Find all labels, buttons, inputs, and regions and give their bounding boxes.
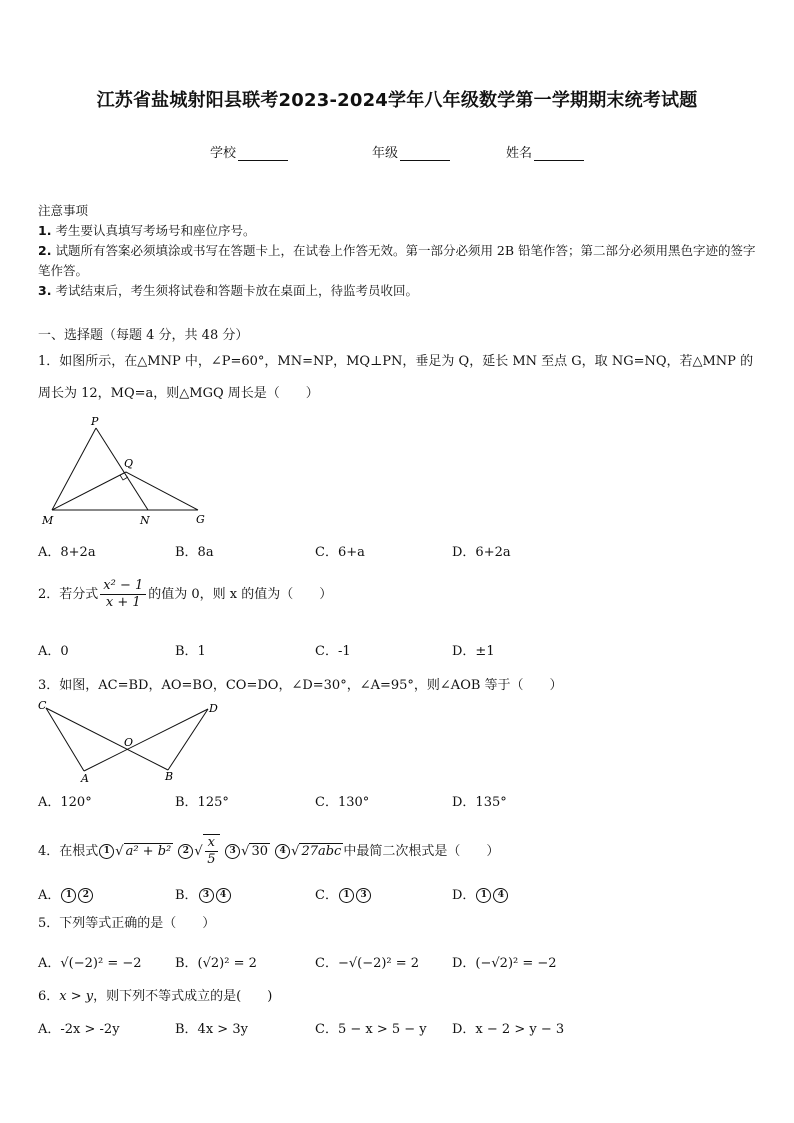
q1-option-b[interactable]: B．8a [175,545,214,560]
q5-option-d[interactable]: D．(−√2)² = −2 [452,956,557,971]
grade-label: 年级 [372,146,399,161]
q6-condition: x > y [59,989,94,1004]
q1-line2: 周长为 12，MQ=a，则△MGQ 周长是（ ） [38,386,319,401]
label-b: B [165,770,174,783]
q3-option-c[interactable]: C．130° [315,795,370,810]
grade-blank [400,146,450,161]
page-title: 江苏省盐城射阳县联考2023-2024学年八年级数学第一学期期末统考试题 [96,90,698,111]
radical-icon: √ [194,844,203,859]
label-a: A [81,772,89,785]
radicand-3: 30 [251,844,268,859]
q1-figure [36,412,226,530]
q4-option-a[interactable]: A． 1 2 [38,884,94,903]
q2-option-a[interactable]: A．0 [38,644,69,659]
q5-option-c[interactable]: C．−√(−2)² = 2 [315,956,420,971]
notice-item-3: 3. 考试结束后，考生须将试卷和答题卡放在桌面上，待监考员收回。 [38,283,418,298]
q6-option-d[interactable]: D．x − 2 > y − 3 [452,1022,565,1037]
q3-option-a[interactable]: A．120° [38,795,92,810]
label-d: D [209,702,218,715]
notice-item-2: 2. 试题所有答案必须填涂或书写在答题卡上，在试卷上作答无效。第一部分必须用 2B 铅笔作答；第二部分必须用黑色字迹的签字笔作答。 [38,243,756,278]
q1-option-c[interactable]: C．6+a [315,545,365,560]
q3-stem: 3．如图，AC=BD，AO=BO，CO=DO，∠D=30°，∠A=95°，则∠AOB 等于（ ） [38,678,563,693]
q5-option-b[interactable]: B．(√2)² = 2 [175,956,257,971]
q3-option-b[interactable]: B．125° [175,795,229,810]
radicand-1: a² + b² [125,844,172,859]
circle-num-1: 1 [99,844,114,859]
q4-option-b[interactable]: B． 3 4 [175,884,232,903]
label-q: Q [124,457,134,470]
q5-option-a[interactable]: A．√(−2)² = −2 [38,956,142,971]
q6-stem: 6．x > y，则下列不等式成立的是( ) [38,989,273,1004]
edge-pn [96,428,148,510]
radicand-2: $\frac{x}{5}$ [203,834,220,868]
notice-block [38,201,758,301]
name-label: 姓名 [506,146,533,161]
q3-figure [36,698,232,786]
q6-option-c[interactable]: C．5 − x > 5 − y [315,1022,427,1037]
radical-icon: √ [291,844,300,859]
q6-option-b[interactable]: B．4x > 3y [175,1022,248,1037]
radicand-4: 27abc [301,844,342,859]
circle-num-3: 3 [225,844,240,859]
school-field [210,142,288,161]
radical-icon: √ [241,844,250,859]
edge-ad [84,709,208,771]
q1-option-a[interactable]: A．8+2a [38,545,96,560]
radical-icon: √ [115,844,124,859]
school-label: 学校 [210,146,237,161]
label-o: O [124,736,134,749]
edge-mp [52,428,96,510]
edge-qg [126,472,198,510]
section-heading: 一、选择题（每题 4 分，共 48 分） [38,328,249,343]
q2-option-c[interactable]: C．-1 [315,644,351,659]
q3-option-d[interactable]: D．135° [452,795,507,810]
q2-option-d[interactable]: D．±1 [452,644,495,659]
q2-option-b[interactable]: B．1 [175,644,206,659]
label-m: M [42,514,54,527]
q1-line1: 1．如图所示，在△MNP 中，∠P=60°，MN=NP，MQ⊥PN，垂足为 Q，延长 MN 至点 G，取 NG=NQ，若△MNP 的 [38,354,754,369]
q2-stem: 2．若分式 $\frac{\text{x² − 1}}{x + 1}$ 的值为 0，则 x 的值为（ ） [38,578,333,610]
edge-mq [52,472,126,510]
q1-option-d[interactable]: D．6+2a [452,545,511,560]
label-p: P [91,415,99,428]
school-blank [238,146,288,161]
q4-option-c[interactable]: C． 1 3 [315,884,372,903]
q4-stem: 4．在根式 1 √ a² + b² 2 √ $\frac{x}{5}$ 3 √ 30 4 √ 27abc 中最简二次根式是（ ） [38,835,500,867]
grade-field [372,142,450,161]
notice-heading: 注意事项 [38,203,89,218]
name-field [506,142,584,161]
circle-num-2: 2 [178,844,193,859]
label-n: N [140,514,150,527]
q4-option-d[interactable]: D． 1 4 [452,884,509,903]
name-blank [534,146,584,161]
q5-stem: 5．下列等式正确的是（ ） [38,916,216,931]
q6-option-a[interactable]: A．-2x > -2y [38,1022,120,1037]
circle-num-4: 4 [275,844,290,859]
notice-item-1: 1. 考生要认真填写考场号和座位序号。 [38,223,256,238]
q2-fraction: $\frac{\text{x² − 1}}{x + 1}$ [100,578,146,611]
edge-bd [168,709,208,770]
label-g: G [196,513,205,526]
label-c: C [38,699,47,712]
